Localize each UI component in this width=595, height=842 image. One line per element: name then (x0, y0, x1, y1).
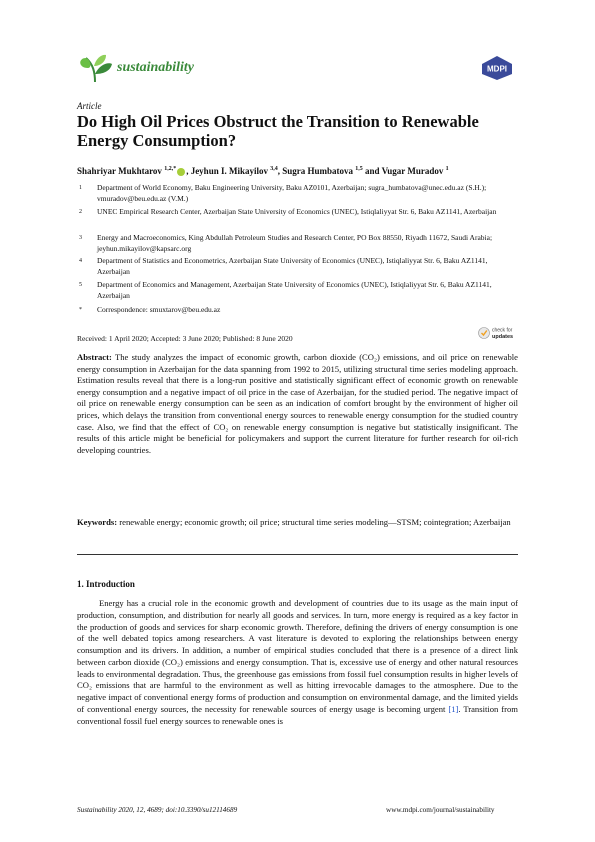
author-affil-sup: 1,5 (355, 166, 363, 172)
correspondence-email[interactable]: Correspondence: smuxtarov@beu.edu.az (97, 305, 221, 314)
citation-link[interactable]: [1] (448, 703, 459, 714)
affiliation-text: Energy and Macroeconomics, King Abdullah Petroleum Studies and Research Center, PO Box 88550, Riyadh 11672, Saudi Arabia; jeyhun.mikayilov@kapsarc.org (97, 233, 493, 253)
affiliation-text: Department of Statistics and Econometrics, Azerbaijan State University of Economics (UNEC), Istiqlaliyyat Str. 6, Baku AZ1141, Azerbaijan (97, 256, 488, 276)
check-badge-line2: updates (492, 334, 514, 340)
author-name[interactable]: Shahriyar Mukhtarov (77, 166, 162, 176)
keywords-text: renewable energy; economic growth; oil price; structural time series modeling—STSM; cointegration; Azerbaijan (119, 517, 511, 527)
mdpi-logo-text: MDPI (487, 64, 507, 74)
affiliation-text: UNEC Empirical Research Center, Azerbaijan State University of Economics (UNEC), Istiqlaliyyat Str. 6, Baku AZ1141, Azerbaijan (97, 207, 497, 216)
footer-journal-url[interactable]: www.mdpi.com/journal/sustainability (386, 806, 495, 814)
check-badge-line1: check for (492, 327, 513, 334)
affiliation-number: 4 (79, 258, 82, 264)
mdpi-logo-icon[interactable] (480, 55, 514, 81)
affiliation-number: * (79, 307, 82, 313)
affiliation-number: 5 (79, 282, 82, 288)
abstract (77, 352, 518, 456)
affiliation-number: 2 (79, 209, 82, 215)
author-name[interactable]: Jeyhun I. Mikayilov (190, 166, 268, 176)
author-name[interactable]: Vugar Muradov (381, 166, 444, 176)
abstract-label: Abstract: (77, 352, 112, 362)
footer-citation: Sustainability 2020, 12, 4689; doi:10.3390/su12114689 (77, 806, 238, 814)
affiliation-number: 3 (79, 235, 82, 241)
author-affil-sup: 3,4 (270, 166, 278, 172)
body-text: Energy has a crucial role in the economic growth and development of countries due to its usage as the main input of production, consumption, and distribution for nearly all goods and services. In turn, more energy is required as a key factor in the production of goods and services for sharp economic growth. Therefore, defining the drivers of energy consumption is one of the well debated topics among researchers. A vast literature is devoted to exploring the relationships between energy consumption and its drivers. In addition, a number of empirical studies concluded that there is a presence of a direct link between carbon dioxide (CO₂) emissions and energy consumption. That is, excessive use of energy and other natural resources leads to environmental degradation. Thus, the greenhouse gas emissions from fossil fuel consumption results in higher levels of CO₂ emissions that are harmful to the environment as well as hitting irrevocable damages to the atmosphere. Due to the negative impact of conventional energy forms of production and consumption on environmental damage, and the limited yields of conventional energy sources, the necessity for renewable sources of energy usage is becoming urgent (77, 598, 518, 714)
author-affil-sup: 1 (445, 166, 449, 172)
abstract-text: The study analyzes the impact of economic growth, carbon dioxide (CO₂) emissions, and oil price on renewable energy consumption in Azerbaijan for the data spanning from 1992 to 2015, utilizing structural time series modeling approach. Estimation results reveal that there is a long-run positive and statistically significant effect of economic growth on renewable energy consumption and a negative impact of oil price in the case of Azerbaijan, for the studied period. The negative impact of oil price on renewable energy consumption can be seen as an indication of comfort brought by the environment of higher oil prices, which delays the transition from conventional energy sources to renewable energy consumption for the studied country case. Also, we find that the effect of CO₂ on renewable energy consumption is negative but statistically insignificant. The results of this article might be beneficial for policymakers and support the current literature for further research for oil-rich developing countries. (77, 352, 518, 455)
author-affil-sup: 1,2,* (164, 166, 177, 172)
affiliation-number: 1 (79, 185, 82, 191)
check-for-updates-badge[interactable] (478, 323, 518, 343)
body-text-end: . Transition from conventional fossil fuel energy sources to renewable ones is (77, 703, 518, 726)
keywords (77, 517, 518, 529)
affiliation-text: Department of World Economy, Baku Engineering University, Baku AZ0101, Azerbaijan; sugra_humbatova@unec.edu.az (S.H.); vmuradov@beu.edu.az (V.M.) (97, 183, 487, 203)
orcid-icon[interactable] (177, 168, 185, 176)
journal-name[interactable]: sustainability (117, 60, 195, 75)
journal-leaf-logo-icon (76, 52, 114, 84)
body-paragraph (77, 598, 518, 727)
affiliation-text: Department of Economics and Management, Azerbaijan State University of Economics (UNEC), Istiqlaliyyat Str. 6, Baku AZ1141, Azerbaijan (97, 280, 492, 300)
keywords-label: Keywords: (77, 517, 118, 527)
publication-dates: Received: 1 April 2020; Accepted: 3 June 2020; Published: 8 June 2020 (77, 334, 293, 343)
section-divider (77, 554, 518, 555)
article-type: Article (77, 101, 102, 111)
paper-title: Do High Oil Prices Obstruct the Transition to Renewable Energy Consumption? (77, 112, 479, 150)
author-list: Shahriyar Mukhtarov $^{1,2,*}$ , Jeyhun I. Mikayilov $^{3,4}$, Sugra Humbatova $^{1,5}$ and Vugar Muradov $^1$ (77, 166, 449, 176)
section-heading: 1. Introduction (77, 579, 135, 589)
author-name[interactable]: Sugra Humbatova (282, 166, 353, 176)
